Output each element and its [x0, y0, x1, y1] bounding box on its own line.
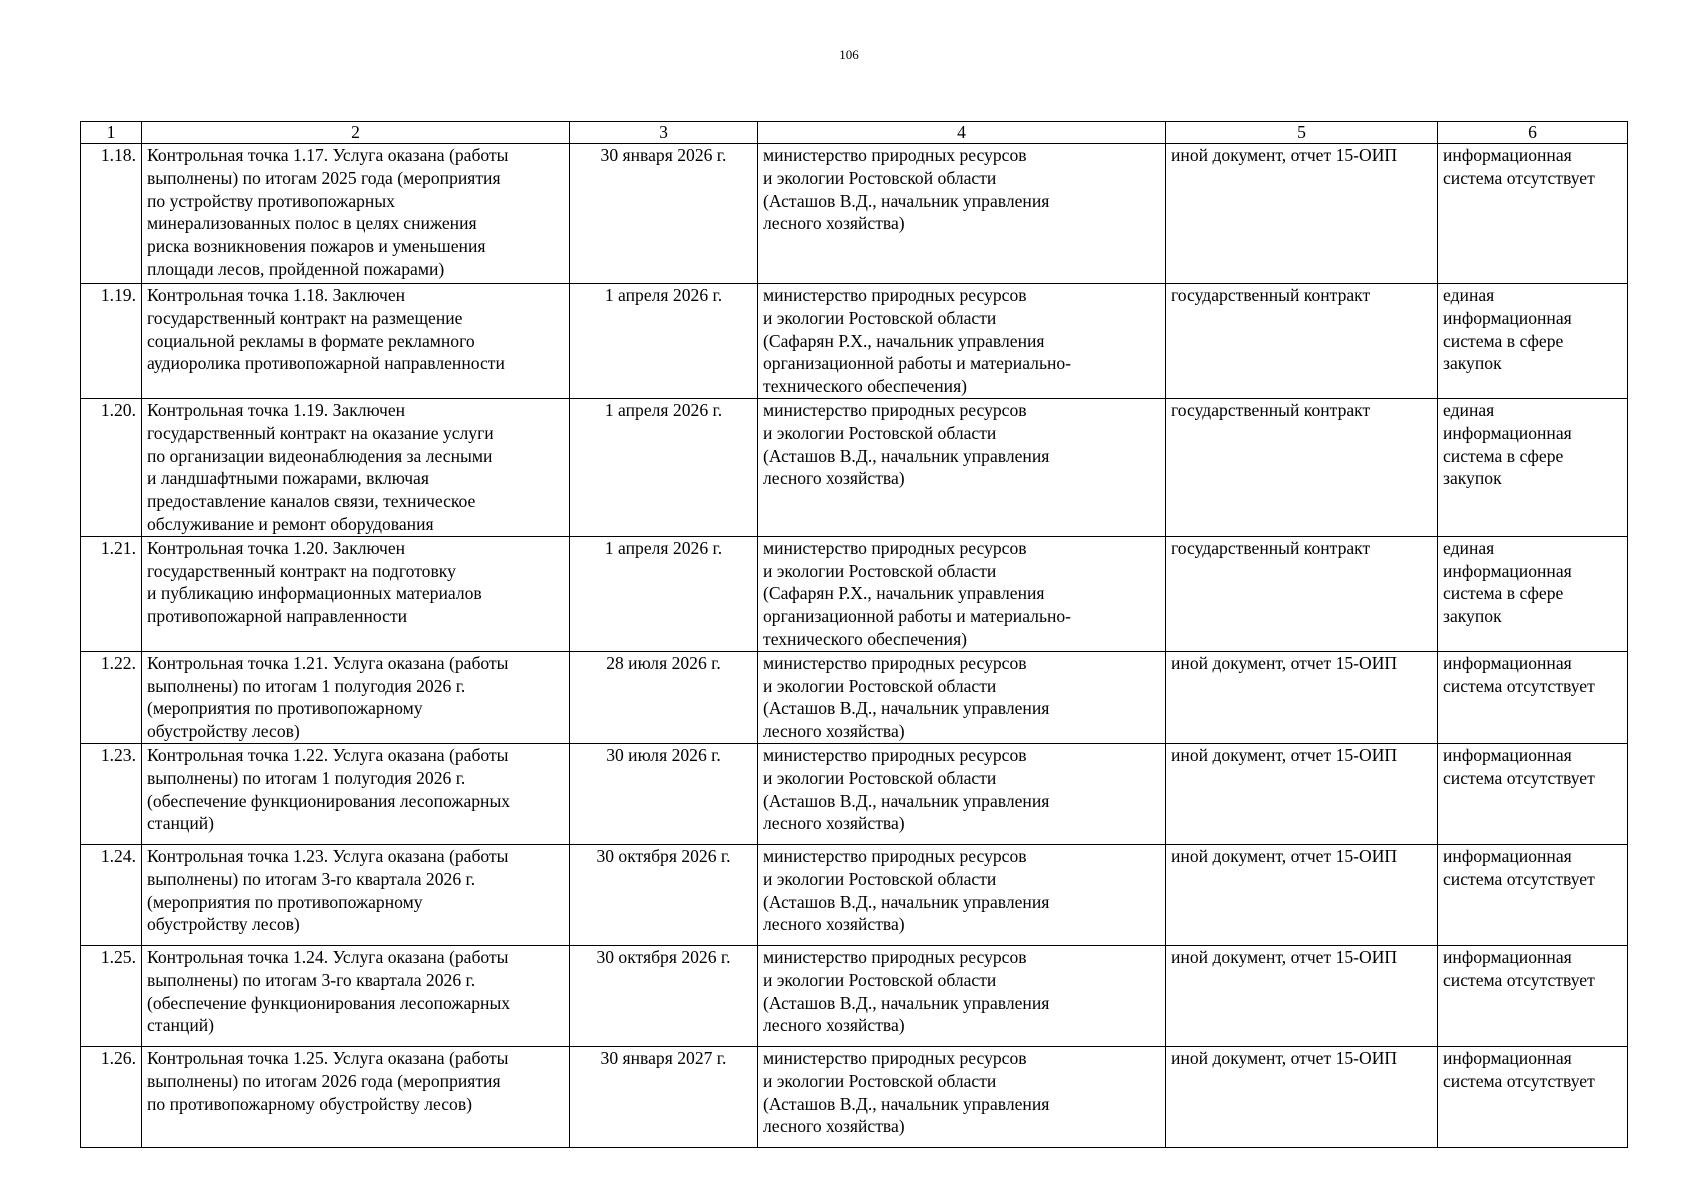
event-cell-line: обслуживание и ремонт оборудования [147, 513, 434, 534]
page-number: 106 [839, 47, 859, 62]
column-header-4: 4 [758, 122, 1166, 144]
column-header-6: 6 [1438, 122, 1628, 144]
responsible-cell-line: министерство природных ресурсов [763, 399, 1027, 420]
event-cell-line: Контрольная точка 1.17. Услуга оказана (работы [147, 145, 509, 165]
responsible-cell-line: (Асташов В.Д., начальник управления [763, 891, 1050, 912]
table-row [81, 536, 1628, 651]
system-cell-line: информационная [1443, 145, 1572, 165]
responsible-cell-line: министерство природных ресурсов [763, 285, 1027, 305]
event-cell-line: выполнены) по итогам 3-го квартала 2026 г. [147, 868, 476, 889]
document-cell: государственный контракт [1166, 284, 1438, 399]
responsible-cell-line: организационной работы и материально- [763, 353, 1072, 374]
responsible-cell [758, 398, 1166, 536]
table-row [81, 398, 1628, 536]
system-cell-line: система отсутствует [1443, 969, 1595, 990]
responsible-cell-line: и экологии Ростовской области [763, 307, 997, 328]
row-number: 1.19. [81, 284, 142, 399]
event-cell-line: обустройству лесов) [147, 914, 300, 935]
system-cell-line: единая [1443, 537, 1495, 558]
event-cell-line: и ландшафтными пожарами, включая [147, 468, 429, 489]
event-cell-line: противопожарной направленности [147, 606, 408, 627]
event-cell-line: площади лесов, пройденной пожарами) [147, 258, 445, 279]
date-cell: 30 октября 2026 г. [570, 844, 758, 945]
responsible-cell-line: и экологии Ростовской области [763, 868, 997, 889]
system-cell-line: система отсутствует [1443, 1070, 1595, 1091]
responsible-cell-line: и экологии Ростовской области [763, 422, 997, 443]
row-number: 1.25. [81, 945, 142, 1046]
system-cell-line: информационная [1443, 422, 1572, 443]
date-cell: 30 января 2027 г. [570, 1046, 758, 1147]
event-cell-line: предоставление каналов связи, техническое [147, 491, 476, 512]
event-cell-line: выполнены) по итогам 1 полугодия 2026 г. [147, 675, 466, 696]
responsible-cell-line: и экологии Ростовской области [763, 167, 997, 188]
event-cell-line: Контрольная точка 1.19. Заключен [147, 399, 406, 420]
system-cell-line: информационная [1443, 652, 1572, 673]
event-cell-line: выполнены) по итогам 1 полугодия 2026 г. [147, 767, 466, 788]
responsible-cell [758, 844, 1166, 945]
event-cell-line: станций) [147, 813, 215, 834]
responsible-cell [758, 536, 1166, 651]
date-cell: 30 июля 2026 г. [570, 743, 758, 844]
responsible-cell [758, 144, 1166, 284]
event-cell-line: Контрольная точка 1.22. Услуга оказана (работы [147, 744, 509, 765]
table-row [81, 144, 1628, 284]
event-cell-line: Контрольная точка 1.23. Услуга оказана (работы [147, 845, 509, 866]
responsible-cell-line: и экологии Ростовской области [763, 1070, 997, 1091]
system-cell-line: закупок [1443, 606, 1502, 627]
control-points-table [80, 121, 1628, 1148]
system-cell-line: единая [1443, 285, 1495, 305]
date-cell: 30 января 2026 г. [570, 144, 758, 284]
responsible-cell-line: лесного хозяйства) [763, 1116, 905, 1137]
event-cell-line: социальной рекламы в формате рекламного [147, 330, 475, 351]
date-cell: 1 апреля 2026 г. [570, 398, 758, 536]
event-cell-line: Контрольная точка 1.20. Заключен [147, 537, 406, 558]
system-cell [1438, 651, 1628, 743]
responsible-cell-line: министерство природных ресурсов [763, 652, 1027, 673]
responsible-cell-line: лесного хозяйства) [763, 721, 905, 742]
event-cell-line: государственный контракт на подготовку [147, 560, 456, 581]
system-cell-line: информационная [1443, 307, 1572, 328]
responsible-cell-line: лесного хозяйства) [763, 213, 905, 234]
event-cell-line: государственный контракт на оказание услуги [147, 422, 494, 443]
system-cell-line: информационная [1443, 560, 1572, 581]
event-cell-line: и публикацию информационных материалов [147, 583, 482, 604]
system-cell-line: система отсутствует [1443, 167, 1595, 188]
system-cell-line: информационная [1443, 1047, 1572, 1068]
event-cell-line: Контрольная точка 1.25. Услуга оказана (работы [147, 1047, 509, 1068]
event-cell-line: Контрольная точка 1.21. Услуга оказана (работы [147, 652, 509, 673]
date-cell: 30 октября 2026 г. [570, 945, 758, 1046]
system-cell-line: информационная [1443, 845, 1572, 866]
event-cell-line: обустройству лесов) [147, 721, 300, 742]
system-cell-line: закупок [1443, 468, 1502, 489]
system-cell [1438, 844, 1628, 945]
responsible-cell-line: и экологии Ростовской области [763, 560, 997, 581]
responsible-cell-line: министерство природных ресурсов [763, 845, 1027, 866]
event-cell-line: (обеспечение функционирования лесопожарных [147, 790, 511, 811]
responsible-cell-line: (Асташов В.Д., начальник управления [763, 1093, 1050, 1114]
system-cell-line: система отсутствует [1443, 868, 1595, 889]
event-cell-line: аудиоролика противопожарной направленности [147, 353, 505, 374]
responsible-cell-line: министерство природных ресурсов [763, 145, 1027, 165]
event-cell [142, 844, 570, 945]
row-number: 1.20. [81, 398, 142, 536]
system-cell-line: информационная [1443, 946, 1572, 967]
table-row [81, 1046, 1628, 1147]
event-cell-line: по устройству противопожарных [147, 190, 395, 211]
event-cell-line: станций) [147, 1015, 215, 1036]
event-cell [142, 284, 570, 399]
table-row [81, 844, 1628, 945]
event-cell-line: (обеспечение функционирования лесопожарных [147, 992, 511, 1013]
document-cell: государственный контракт [1166, 398, 1438, 536]
column-header-5: 5 [1166, 122, 1438, 144]
responsible-cell-line: лесного хозяйства) [763, 468, 905, 489]
document-cell: иной документ, отчет 15-ОИП [1166, 945, 1438, 1046]
system-cell [1438, 536, 1628, 651]
responsible-cell-line: (Асташов В.Д., начальник управления [763, 698, 1050, 719]
system-cell [1438, 284, 1628, 399]
document-cell: иной документ, отчет 15-ОИП [1166, 1046, 1438, 1147]
event-cell [142, 743, 570, 844]
date-cell: 1 апреля 2026 г. [570, 536, 758, 651]
responsible-cell-line: лесного хозяйства) [763, 1015, 905, 1036]
event-cell-line: по организации видеонаблюдения за лесными [147, 445, 493, 466]
system-cell-line: система в сфере [1443, 445, 1564, 466]
responsible-cell-line: и экологии Ростовской области [763, 767, 997, 788]
responsible-cell-line: (Асташов В.Д., начальник управления [763, 445, 1050, 466]
document-cell: иной документ, отчет 15-ОИП [1166, 844, 1438, 945]
responsible-cell [758, 284, 1166, 399]
responsible-cell-line: организационной работы и материально- [763, 606, 1072, 627]
event-cell-line: выполнены) по итогам 3-го квартала 2026 г. [147, 969, 476, 990]
date-cell: 1 апреля 2026 г. [570, 284, 758, 399]
responsible-cell [758, 945, 1166, 1046]
responsible-cell-line: министерство природных ресурсов [763, 1047, 1027, 1068]
system-cell-line: система отсутствует [1443, 675, 1595, 696]
row-number: 1.26. [81, 1046, 142, 1147]
event-cell-line: (мероприятия по противопожарному [147, 698, 423, 719]
event-cell [142, 144, 570, 284]
responsible-cell [758, 743, 1166, 844]
document-cell: иной документ, отчет 15-ОИП [1166, 743, 1438, 844]
table-body [81, 144, 1628, 1148]
table-row [81, 651, 1628, 743]
system-cell-line: единая [1443, 399, 1495, 420]
column-header-1: 1 [81, 122, 142, 144]
event-cell-line: Контрольная точка 1.24. Услуга оказана (работы [147, 946, 509, 967]
date-cell: 28 июля 2026 г. [570, 651, 758, 743]
responsible-cell-line: министерство природных ресурсов [763, 744, 1027, 765]
system-cell [1438, 144, 1628, 284]
system-cell-line: система в сфере [1443, 583, 1564, 604]
system-cell [1438, 398, 1628, 536]
responsible-cell [758, 651, 1166, 743]
responsible-cell-line: (Асташов В.Д., начальник управления [763, 190, 1050, 211]
system-cell [1438, 945, 1628, 1046]
responsible-cell-line: технического обеспечения) [763, 628, 968, 649]
column-header-2: 2 [142, 122, 570, 144]
event-cell [142, 536, 570, 651]
document-cell: иной документ, отчет 15-ОИП [1166, 144, 1438, 284]
column-header-3: 3 [570, 122, 758, 144]
responsible-cell-line: (Сафарян Р.Х., начальник управления [763, 330, 1045, 351]
table-row [81, 945, 1628, 1046]
event-cell-line: (мероприятия по противопожарному [147, 891, 423, 912]
event-cell [142, 1046, 570, 1147]
event-cell-line: государственный контракт на размещение [147, 307, 463, 328]
system-cell-line: закупок [1443, 353, 1502, 374]
system-cell-line: система в сфере [1443, 330, 1564, 351]
event-cell-line: Контрольная точка 1.18. Заключен [147, 285, 406, 305]
row-number: 1.21. [81, 536, 142, 651]
event-cell [142, 398, 570, 536]
document-cell: иной документ, отчет 15-ОИП [1166, 651, 1438, 743]
table-header-row [81, 122, 1628, 144]
responsible-cell-line: лесного хозяйства) [763, 813, 905, 834]
system-cell [1438, 1046, 1628, 1147]
event-cell-line: риска возникновения пожаров и уменьшения [147, 236, 486, 257]
event-cell [142, 945, 570, 1046]
document-cell: государственный контракт [1166, 536, 1438, 651]
table-row [81, 743, 1628, 844]
responsible-cell-line: министерство природных ресурсов [763, 946, 1027, 967]
responsible-cell-line: (Сафарян Р.Х., начальник управления [763, 583, 1045, 604]
system-cell-line: информационная [1443, 744, 1572, 765]
table-row [81, 284, 1628, 399]
event-cell [142, 651, 570, 743]
responsible-cell-line: и экологии Ростовской области [763, 969, 997, 990]
event-cell-line: минерализованных полос в целях снижения [147, 213, 477, 234]
responsible-cell-line: (Асташов В.Д., начальник управления [763, 992, 1050, 1013]
row-number: 1.22. [81, 651, 142, 743]
row-number: 1.23. [81, 743, 142, 844]
row-number: 1.18. [81, 144, 142, 284]
system-cell-line: система отсутствует [1443, 767, 1595, 788]
event-cell-line: выполнены) по итогам 2025 года (мероприятия [147, 167, 501, 188]
responsible-cell [758, 1046, 1166, 1147]
responsible-cell-line: министерство природных ресурсов [763, 537, 1027, 558]
event-cell-line: выполнены) по итогам 2026 года (мероприятия [147, 1070, 501, 1091]
responsible-cell-line: технического обеспечения) [763, 376, 968, 397]
responsible-cell-line: лесного хозяйства) [763, 914, 905, 935]
system-cell [1438, 743, 1628, 844]
responsible-cell-line: и экологии Ростовской области [763, 675, 997, 696]
row-number: 1.24. [81, 844, 142, 945]
responsible-cell-line: (Асташов В.Д., начальник управления [763, 790, 1050, 811]
event-cell-line: по противопожарному обустройству лесов) [147, 1093, 473, 1114]
